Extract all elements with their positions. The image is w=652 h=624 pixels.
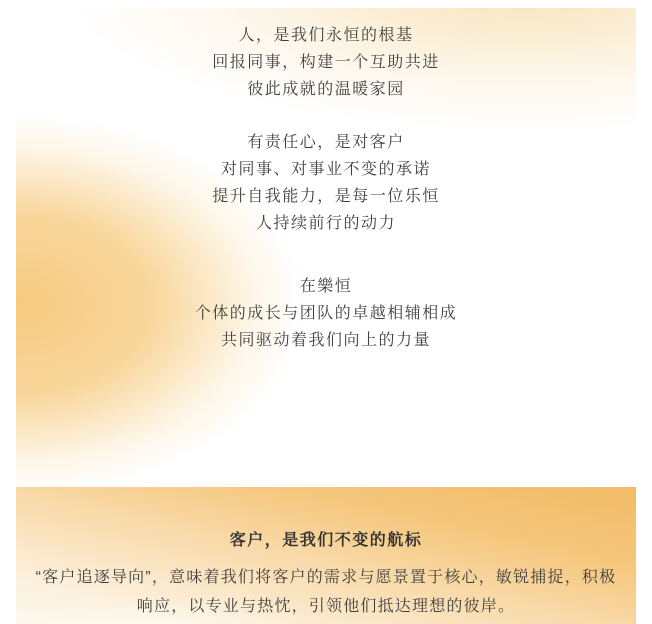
text-line: 人持续前行的动力 (255, 215, 396, 232)
text-line: 提升自我能力，是每一位乐恒 (212, 188, 440, 205)
text-line: 在樂恒 (299, 278, 353, 295)
values-section (16, 8, 636, 487)
values-block-responsibility (16, 129, 636, 237)
text-line: 个体的成长与团队的卓越相辅相成 (194, 305, 458, 322)
values-block-growth (16, 273, 636, 354)
text-line: 回报同事，构建一个互助共进 (212, 54, 440, 71)
customer-body-text: “客户追逐导向”，意味着我们将客户的需求与愿景置于核心，敏锐捕捉，积极响应，以专业与热忱，引领他们抵达理想的彼岸。 (35, 569, 617, 615)
text-line: 对同事、对事业不变的承诺 (220, 161, 431, 178)
customer-heading: 客户，是我们不变的航标 (229, 532, 423, 549)
text-line: 彼此成就的温暖家园 (247, 81, 405, 98)
text-line: 有责任心，是对客户 (247, 134, 405, 151)
text-line: 人，是我们永恒的根基 (238, 27, 414, 44)
text-line: 共同驱动着我们向上的力量 (220, 332, 431, 349)
values-block-people (16, 22, 636, 103)
customer-section (16, 487, 636, 624)
